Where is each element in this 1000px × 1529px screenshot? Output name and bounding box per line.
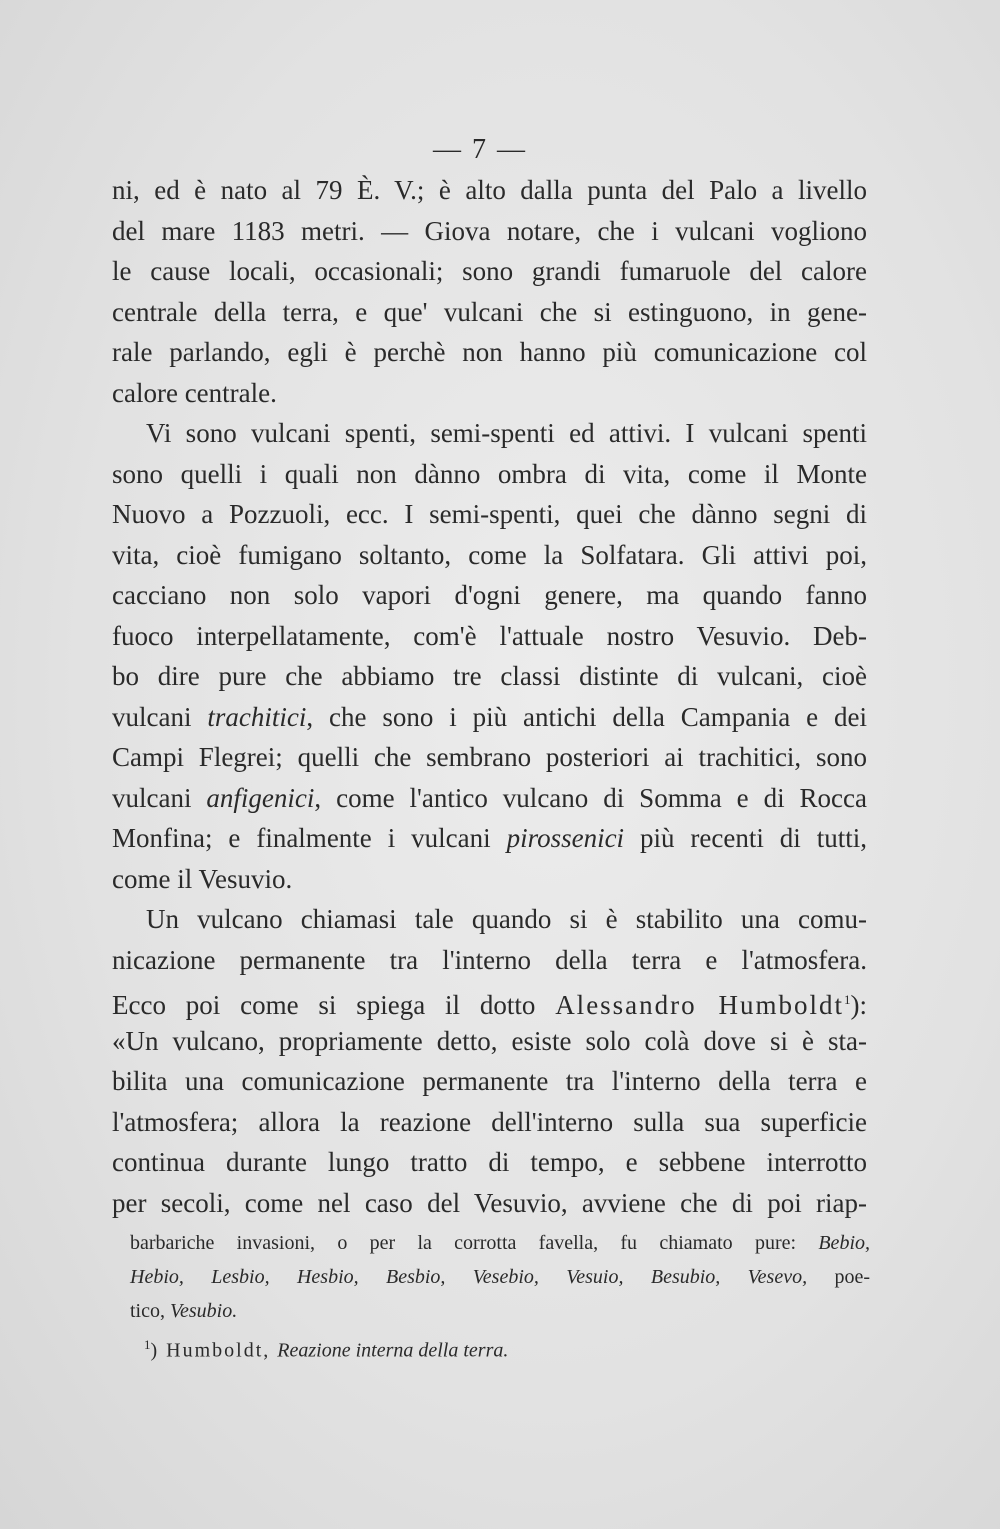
footnote-ref: 1 — [844, 992, 851, 1007]
note-line: tico, Vesubio. — [130, 1300, 238, 1322]
author-name: Alessandro Humboldt — [555, 990, 844, 1020]
footnote: $^1$) Humboldt, Reazione interna della terra. — [144, 1337, 509, 1362]
text-line: per secoli, come nel caso del Vesuvio, avviene che di poi riap- — [112, 1187, 867, 1218]
text-line: cacciano non solo vapori d'ogni genere, ma quando fanno — [112, 580, 867, 610]
text-line: l'atmosfera; allora la reazione dell'interno sulla sua superficie — [112, 1106, 867, 1137]
text-line: rale parlando, egli è perchè non hanno più comunicazione col — [112, 337, 867, 367]
text-line: centrale della terra, e que' vulcani che si estinguono, in gene- — [112, 296, 867, 327]
text-line: bo dire pure che abbiamo tre classi distinte di vulcani, cioè — [112, 661, 867, 691]
text-line: Ecco poi come si spiega il dotto Alessandro Humboldt$^1$): — [112, 990, 867, 1020]
text-line: fuoco interpellatamente, com'è l'attuale nostro Vesuvio. Deb- — [112, 620, 867, 651]
body-text — [112, 170, 867, 1223]
cited-title: Reazione interna della terra. — [277, 1339, 509, 1362]
text-line: sono quelli i quali non dànno ombra di vita, come il Monte — [112, 458, 867, 489]
text-line: Nuovo a Pozzuoli, ecc. I semi-spenti, quei che dànno segni di — [112, 499, 867, 529]
text-line: vulcani anfigenici, come l'antico vulcano di Somma e di Rocca — [112, 782, 867, 813]
text-line: vita, cioè fumigano soltanto, come la Solfatara. Gli attivi poi, — [112, 539, 867, 570]
text-line: Monfina; e finalmente i vulcani pirossenici più recenti di tutti, — [112, 823, 867, 853]
text-line: vulcani trachitici, che sono i più antichi della Campania e dei — [112, 701, 867, 732]
italic-term: pirossenici — [506, 823, 625, 853]
text-line: continua durante lungo tratto di tempo, e sebbene interrotto — [112, 1147, 867, 1177]
text-line: le cause locali, occasionali; sono grandi fumaruole del calore — [112, 256, 867, 286]
page-number: — 7 — — [433, 134, 527, 165]
footnotes — [130, 1226, 870, 1362]
text-line: nicazione permanente tra l'interno della terra e l'atmosfera. — [112, 944, 867, 975]
italic-term: trachitici — [207, 701, 307, 732]
text-line: Vi sono vulcani spenti, semi-spenti ed attivi. I vulcani spenti — [146, 418, 867, 448]
note-line: Hebio, Lesbio, Hesbio, Besbio, Vesebio, Vesuio, Besubio, Vesevo, poe- — [130, 1266, 871, 1288]
text-line: bilita una comunicazione permanente tra l'interno della terra e — [112, 1066, 867, 1096]
text-line: Campi Flegrei; quelli che sembrano posteriori ai trachitici, sono — [112, 742, 867, 772]
text-line: del mare 1183 metri. — Giova notare, che i vulcani vogliono — [112, 215, 867, 246]
text-line: calore centrale. — [112, 377, 277, 408]
text-line: Un vulcano chiamasi tale quando si è stabilito una comu- — [146, 904, 867, 934]
text-line: ni, ed è nato al 79 È. V.; è alto dalla punta del Palo a livello — [112, 175, 867, 205]
footnote-mark: 1 — [144, 1337, 151, 1352]
text-line: come il Vesuvio. — [112, 863, 293, 894]
italic-term: anfigenici — [206, 782, 315, 813]
note-line: barbariche invasioni, o per la corrotta favella, fu chiamato pure: Bebio, — [130, 1232, 870, 1254]
text-line: «Un vulcano, propriamente detto, esiste solo colà dove si è sta- — [112, 1025, 867, 1056]
